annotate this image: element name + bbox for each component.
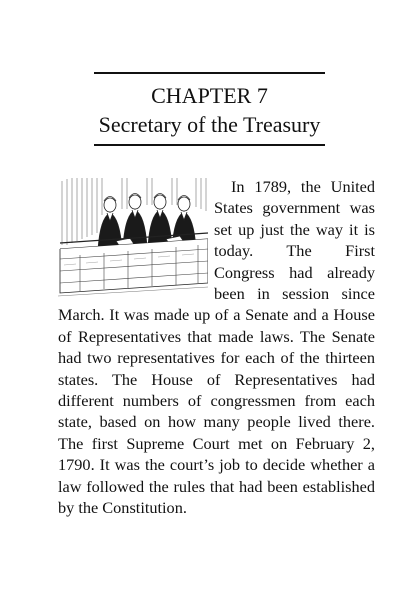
top-rule bbox=[94, 72, 325, 74]
body-paragraph-text: In 1789, the United States government was set up just the way it is today. The First Congress had already been in session since March. It was made up of a Senate and a House of Representatives that made laws. The Senate had two representatives for each of the thirteen states. The House of Representatives had different numbers of congressmen from each state, based on how many people lived there. The first Supreme Court met on February 2, 1790. It was the court’s job to decide whether a law followed the rules that had been established by the Constitution. bbox=[58, 177, 375, 518]
illustration-wrap-space bbox=[58, 176, 214, 300]
chapter-number: CHAPTER 7 bbox=[151, 83, 268, 108]
body-paragraph bbox=[58, 176, 375, 519]
bottom-rule bbox=[94, 144, 325, 146]
chapter-title: Secretary of the Treasury bbox=[98, 112, 321, 137]
